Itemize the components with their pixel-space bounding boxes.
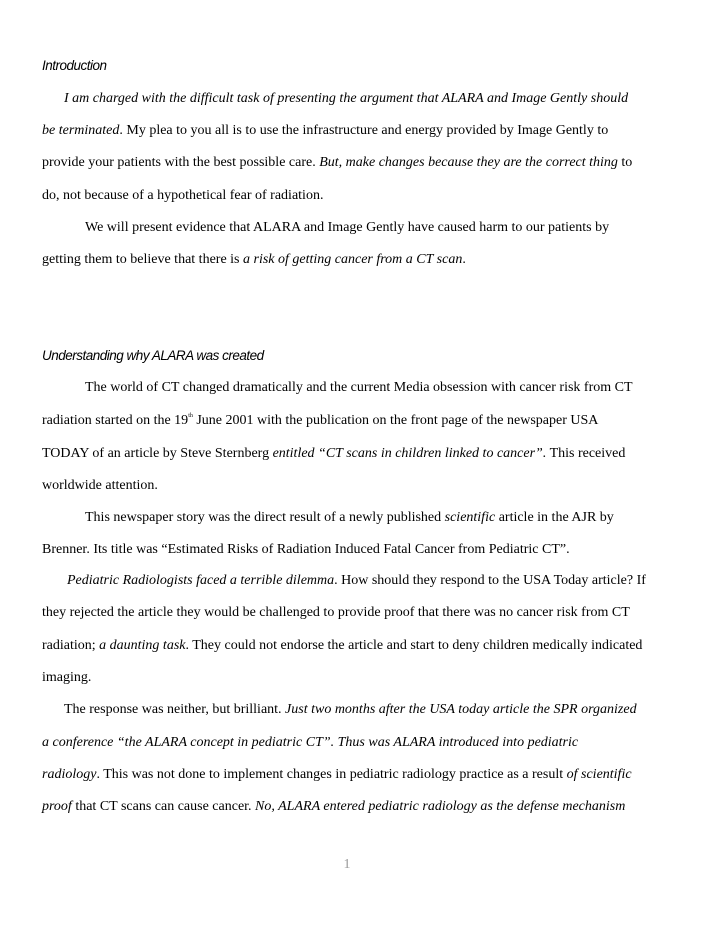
text: worldwide attention. bbox=[42, 478, 158, 493]
text: This received bbox=[546, 446, 626, 461]
text: they rejected the article they would be challenged to provide proof that there was no cancer risk from CT bbox=[42, 605, 630, 620]
paragraph-line bbox=[64, 701, 637, 719]
paragraph-line bbox=[42, 604, 630, 622]
text: We will present evidence that ALARA and Image Gently have caused harm to our patients by bbox=[85, 220, 610, 235]
paragraph-line bbox=[42, 669, 91, 687]
section-heading-introduction: Introduction bbox=[42, 58, 107, 73]
italic-text: Pediatric Radiologists faced a terrible dilemma bbox=[67, 573, 335, 588]
italic-text: radiology bbox=[42, 767, 97, 782]
text: getting them to believe that there is bbox=[42, 252, 243, 267]
paragraph-line bbox=[42, 122, 608, 140]
text: do, not because of a hypothetical fear of radiation. bbox=[42, 188, 324, 203]
text: The response was neither, but brilliant. bbox=[64, 702, 286, 717]
paragraph-line bbox=[42, 477, 158, 495]
italic-text: be terminated bbox=[42, 123, 120, 138]
paragraph-line bbox=[42, 251, 466, 269]
text: . bbox=[462, 252, 466, 267]
italic-text: a risk of getting cancer from a CT scan bbox=[243, 252, 463, 267]
paragraph-line bbox=[85, 509, 614, 527]
italic-text: a daunting task bbox=[99, 638, 186, 653]
text: imaging. bbox=[42, 670, 92, 685]
superscript: th bbox=[188, 413, 193, 419]
text: radiation; bbox=[42, 638, 100, 653]
italic-text: proof bbox=[42, 799, 72, 814]
paragraph-line bbox=[42, 445, 625, 463]
paragraph-line bbox=[42, 541, 570, 559]
text: The world of CT changed dramatically and the current Media obsession with cancer risk from CT bbox=[85, 380, 633, 395]
text: . This was not done to implement changes in pediatric radiology practice as a result bbox=[96, 767, 567, 782]
italic-text: But, make changes because they are the correct thing bbox=[319, 155, 618, 170]
paragraph-line bbox=[85, 379, 633, 397]
italic-text: a conference “the ALARA concept in pediatric CT”. Thus was ALARA introduced into pediatric bbox=[42, 735, 579, 750]
text: article in the AJR by bbox=[495, 510, 614, 525]
paragraph-line bbox=[42, 637, 642, 655]
paragraph-line bbox=[64, 90, 628, 108]
text: . How should they respond to the USA Today article? If bbox=[334, 573, 646, 588]
paragraph-line bbox=[67, 572, 646, 590]
text: to bbox=[617, 155, 633, 170]
paragraph-line bbox=[42, 187, 323, 205]
paragraph-line bbox=[42, 412, 598, 430]
italic-text: No, ALARA entered pediatric radiology as the defense mechanism bbox=[255, 799, 626, 814]
text: provide your patients with the best possible care. bbox=[42, 155, 320, 170]
page-number: 1 bbox=[343, 857, 351, 872]
text: TODAY of an article by Steve Sternberg bbox=[42, 446, 273, 461]
italic-text: Just two months after the USA today article the SPR organized bbox=[285, 702, 637, 717]
italic-text: entitled “CT scans in children linked to cancer”. bbox=[272, 446, 547, 461]
text: that CT scans can cause cancer. bbox=[71, 799, 256, 814]
text: June 2001 with the publication on the front page of the newspaper USA bbox=[192, 413, 599, 428]
text: This newspaper story was the direct result of a newly published bbox=[85, 510, 445, 525]
text: radiation started on the 19 bbox=[42, 413, 189, 428]
section-heading-alara: Understanding why ALARA was created bbox=[42, 348, 264, 363]
italic-text: of scientific bbox=[566, 767, 632, 782]
paragraph-line bbox=[85, 219, 609, 237]
paragraph-line bbox=[42, 734, 578, 752]
text: Brenner. Its title was “Estimated Risks of Radiation Induced Fatal Cancer from Pediatric CT”. bbox=[42, 542, 570, 557]
paragraph-line bbox=[42, 766, 632, 784]
text: . They could not endorse the article and start to deny children medically indicated bbox=[185, 638, 643, 653]
italic-text: I am charged with the difficult task of presenting the argument that ALARA and Image Gently should bbox=[64, 91, 629, 106]
italic-text: scientific bbox=[444, 510, 496, 525]
text: . My plea to you all is to use the infrastructure and energy provided by Image Gently to bbox=[119, 123, 609, 138]
paragraph-line bbox=[42, 798, 625, 816]
paragraph-line bbox=[42, 154, 632, 172]
